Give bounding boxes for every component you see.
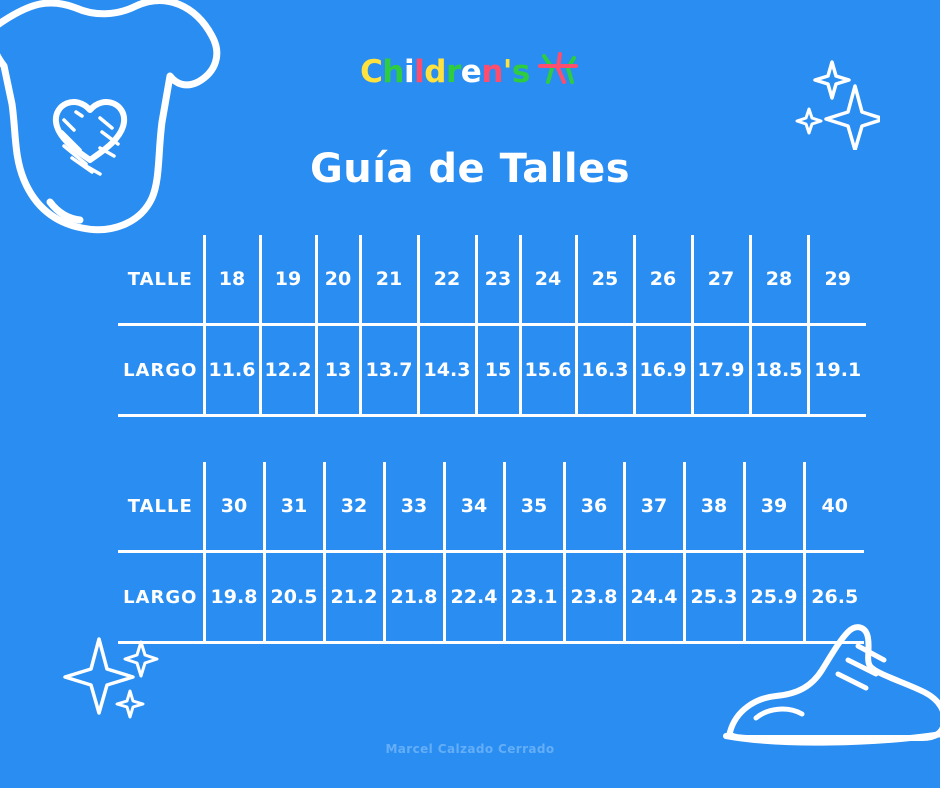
cell-largo: 12.2 [260,325,316,416]
table-row [118,325,866,416]
size-table-top [118,235,866,417]
brand-letter: s [511,54,530,90]
brand-letter: ' [502,54,512,90]
cell-largo: 15.6 [520,325,576,416]
footer-credit: Marcel Calzado Cerrado [385,742,555,756]
baby-onesie-icon [0,0,230,246]
cell-largo: 22.4 [444,552,504,643]
cell-talle: 40 [804,462,864,552]
cell-talle: 25 [576,235,634,325]
row-label: TALLE [118,235,204,325]
brand-letter: r [445,54,461,90]
cell-talle: 19 [260,235,316,325]
cell-talle: 26 [634,235,692,325]
cell-largo: 25.3 [684,552,744,643]
cell-largo: 17.9 [692,325,750,416]
cell-talle: 18 [204,235,260,325]
cell-largo: 19.8 [204,552,264,643]
cell-largo: 11.6 [204,325,260,416]
cell-talle: 23 [476,235,520,325]
cell-talle: 38 [684,462,744,552]
table-row [118,462,864,552]
cell-talle: 30 [204,462,264,552]
brand-letter: e [460,54,482,90]
cell-talle: 21 [360,235,418,325]
cell-talle: 33 [384,462,444,552]
cell-talle: 28 [750,235,808,325]
brand-letter: h [382,54,404,90]
page-title: Guía de Talles [309,146,631,192]
cell-talle: 37 [624,462,684,552]
cell-talle: 36 [564,462,624,552]
cell-largo: 23.1 [504,552,564,643]
row-label: LARGO [118,552,204,643]
cell-largo: 21.2 [324,552,384,643]
cell-talle: 27 [692,235,750,325]
cell-talle: 24 [520,235,576,325]
cell-largo: 13 [316,325,360,416]
cell-largo: 25.9 [744,552,804,643]
cell-talle: 29 [808,235,866,325]
cell-talle: 31 [264,462,324,552]
cell-talle: 35 [504,462,564,552]
cell-largo: 24.4 [624,552,684,643]
cell-largo: 23.8 [564,552,624,643]
cell-talle: 32 [324,462,384,552]
brand-wordmark [0,52,940,94]
cell-largo: 16.3 [576,325,634,416]
size-table-bottom [118,462,864,644]
brand-figure-icon [538,52,580,94]
cell-talle: 34 [444,462,504,552]
brand-letter: n [481,54,503,90]
row-label: LARGO [118,325,204,416]
table-row [118,552,864,643]
brand-letter: l [414,54,425,90]
table-row [118,235,866,325]
brand-letter: d [424,54,446,90]
brand-letter: i [404,54,415,90]
cell-largo: 19.1 [808,325,866,416]
cell-largo: 13.7 [360,325,418,416]
cell-largo: 14.3 [418,325,476,416]
cell-talle: 22 [418,235,476,325]
cell-talle: 20 [316,235,360,325]
row-label: TALLE [118,462,204,552]
cell-largo: 26.5 [804,552,864,643]
cell-largo: 15 [476,325,520,416]
cell-largo: 16.9 [634,325,692,416]
brand-letter: C [360,54,383,90]
cell-talle: 39 [744,462,804,552]
cell-largo: 21.8 [384,552,444,643]
cell-largo: 20.5 [264,552,324,643]
cell-largo: 18.5 [750,325,808,416]
